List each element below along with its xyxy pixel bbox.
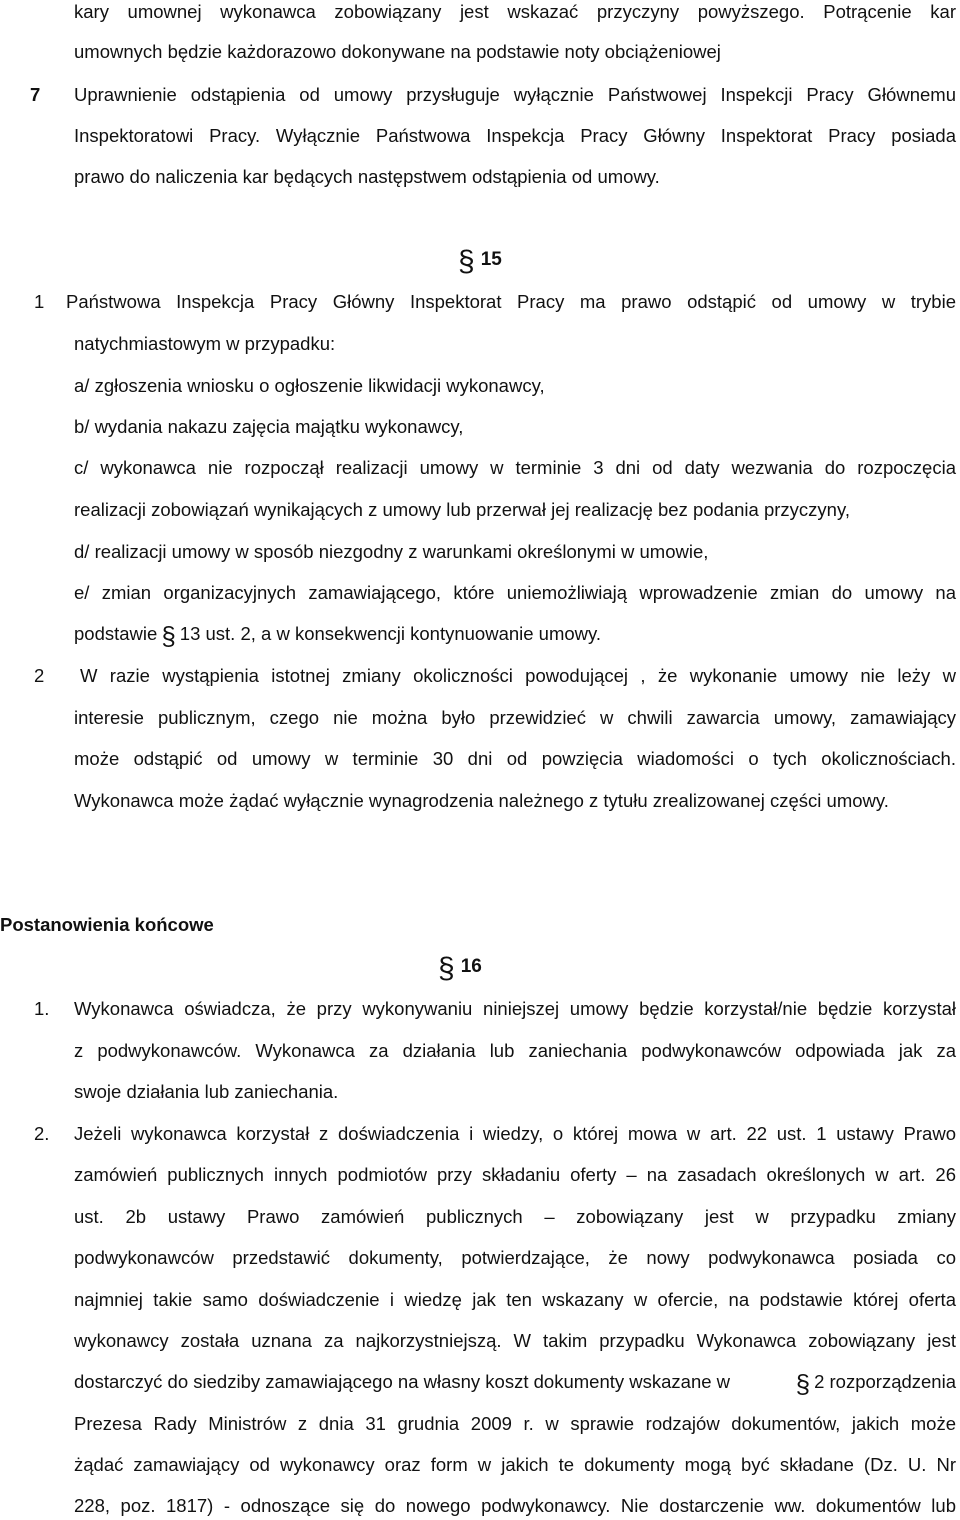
paragraph-line: najmniej takie samo doświadczenie i wiedzę jak ten wskazany w ofercie, na podstawie której oferta: [74, 1289, 956, 1310]
paragraph-line: kary umownej wykonawca zobowiązany jest wskazać przyczyny powyższego. Potrącenie kar: [74, 1, 956, 22]
paragraph-line: interesie publicznym, czego nie można było przewidzieć w chwili zawarcia umowy, zamawiający: [74, 707, 956, 728]
section-heading: [438, 952, 482, 985]
paragraph-line: wykonawcy została uznana za najkorzystniejszą. W takim przypadku Wykonawca zobowiązany jest: [74, 1330, 956, 1351]
paragraph-line: Prezesa Rady Ministrów z dnia 31 grudnia 2009 r. w sprawie rodzajów dokumentów, jakich może: [74, 1413, 956, 1434]
paragraph-line: Jeżeli wykonawca korzystał z doświadczenia i wiedzy, o której mowa w art. 22 ust. 1 ustawy Prawo: [74, 1123, 956, 1144]
paragraph-line: Wykonawca oświadcza, że przy wykonywaniu niniejszej umowy będzie korzystał/nie będzie korzystał: [74, 998, 956, 1019]
paragraph-line: Inspektoratowi Pracy. Wyłącznie Państwowa Inspekcja Pracy Główny Inspektorat Pracy posiada: [74, 125, 956, 146]
section-symbol: §: [161, 621, 176, 651]
text-fragment: [792, 1369, 956, 1399]
list-item: d/ realizacji umowy w sposób niezgodny z warunkami określonymi w umowie,: [74, 541, 709, 562]
paragraph-line: zamówień publicznych innych podmiotów przy składaniu oferty – na zasadach określonych w art. 26: [74, 1164, 956, 1185]
paragraph-line: natychmiastowym w przypadku:: [74, 333, 336, 354]
paragraph-line: umownych będzie każdorazowo dokonywane na podstawie noty obciążeniowej: [74, 41, 721, 62]
section-number: 16: [460, 956, 482, 977]
list-item: e/ zmian organizacyjnych zamawiającego, które uniemożliwiają wprowadzenie zmian do umowy na: [74, 582, 956, 603]
paragraph-line: prawo do naliczenia kar będących następstwem odstąpienia od umowy.: [74, 166, 660, 187]
paragraph-line: Państwowa Inspekcja Pracy Główny Inspektorat Pracy ma prawo odstąpić od umowy w trybie: [66, 291, 956, 312]
paragraph-line: z podwykonawców. Wykonawca za działania lub zaniechania podwykonawców odpowiada jak za: [74, 1040, 956, 1061]
item-number: 1: [34, 291, 45, 312]
paragraph-line: Wykonawca może żądać wyłącznie wynagrodzenia należnego z tytułu zrealizowanej części umowy.: [74, 790, 889, 811]
paragraph-line: podwykonawców przedstawić dokumenty, potwierdzające, że nowy podwykonawca posiada co: [74, 1247, 956, 1268]
section-symbol: §: [438, 952, 455, 985]
text-fragment: podstawie: [74, 623, 158, 644]
item-number: 1.: [34, 998, 50, 1019]
paragraph-line: żądać zamawiający od wykonawcy oraz form w jakich te dokumenty mogą być składane (Dz. U. Nr: [74, 1454, 956, 1475]
section-symbol: §: [458, 245, 475, 278]
item-number: 2: [34, 665, 45, 686]
list-item: [74, 621, 602, 651]
paragraph-line: Uprawnienie odstąpienia od umowy przysługuje wyłącznie Państwowej Inspekcji Pracy Głównemu: [74, 84, 956, 105]
item-number: 7: [30, 84, 41, 105]
text-fragment: 2 rozporządzenia: [814, 1371, 956, 1392]
item-number: 2.: [34, 1123, 50, 1144]
paragraph-line: ust. 2b ustawy Prawo zamówień publicznych – zobowiązany jest w przypadku zmiany: [74, 1206, 956, 1227]
list-item: realizacji zobowiązań wynikających z umowy lub przerwał jej realizację bez podania przyczyny,: [74, 499, 850, 520]
list-item: b/ wydania nakazu zajęcia majątku wykonawcy,: [74, 416, 464, 437]
paragraph-line: W razie wystąpienia istotnej zmiany okoliczności powodującej , że wykonanie umowy nie leży w: [80, 665, 956, 686]
text-fragment: 13 ust. 2, a w konsekwencji kontynuowanie umowy.: [179, 623, 602, 644]
section-symbol: §: [795, 1369, 811, 1399]
section-number: 15: [480, 249, 502, 270]
paragraph-line: 228, poz. 1817) - odnoszące się do nowego podwykonawcy. Nie dostarczenie ww. dokumentów lub: [74, 1495, 956, 1516]
section-title: Postanowienia końcowe: [0, 914, 214, 935]
list-item: a/ zgłoszenia wniosku o ogłoszenie likwidacji wykonawcy,: [74, 375, 545, 396]
list-item: c/ wykonawca nie rozpoczął realizacji umowy w terminie 3 dni od daty wezwania do rozpoczęcia: [74, 457, 956, 478]
text-fragment: dostarczyć do siedziby zamawiającego na własny koszt dokumenty wskazane w: [74, 1371, 731, 1392]
paragraph-line: może odstąpić od umowy w terminie 30 dni od powzięcia wiadomości o tych okolicznościach.: [74, 748, 956, 769]
section-heading: [458, 245, 502, 278]
paragraph-line: swoje działania lub zaniechania.: [74, 1081, 339, 1102]
paragraph-line: [74, 1369, 956, 1399]
